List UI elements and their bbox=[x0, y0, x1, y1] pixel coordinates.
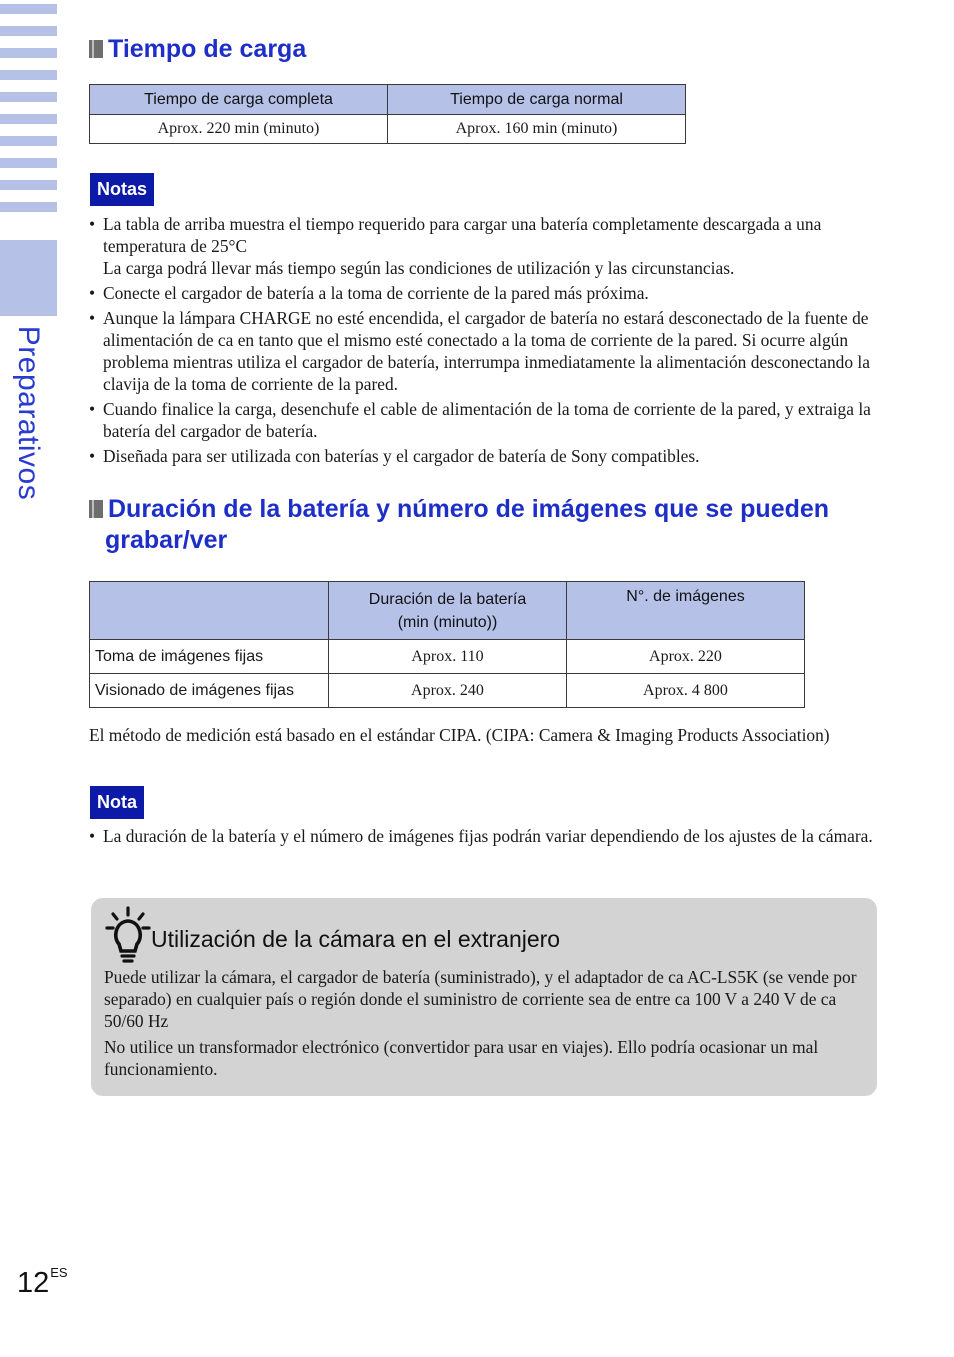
table-cell: Aprox. 4 800 bbox=[567, 674, 805, 708]
tip-paragraph: Puede utilizar la cámara, el cargador de batería (suministrado), y el adaptador de ca AC-LS5K (se vende por separado) en cualquier país o región donde el suministro de corriente sea de entre ca 100 V a 240 V de ca 50/60 Hz bbox=[104, 967, 857, 1031]
list-item: • Diseñada para ser utilizada con baterías y el cargador de batería de Sony compatibles. bbox=[89, 445, 879, 467]
table-row bbox=[90, 640, 805, 674]
section-marker-icon bbox=[89, 40, 103, 58]
section-heading-battery-life bbox=[89, 494, 889, 556]
list-item: • La duración de la batería y el número de imágenes fijas podrán variar dependiendo de los ajustes de la cámara. bbox=[89, 825, 879, 847]
measurement-text: El método de medición está basado en el estándar CIPA. (CIPA: Camera & Imaging Products Association) bbox=[89, 725, 830, 745]
heading-text: grabar/ver bbox=[105, 526, 228, 554]
table-header: Tiempo de carga normal bbox=[388, 85, 686, 115]
header-text: Duración de la batería bbox=[368, 591, 527, 608]
stripe bbox=[0, 158, 57, 168]
stripe bbox=[0, 4, 57, 14]
stripe bbox=[0, 136, 57, 146]
table-cell: Visionado de imágenes fijas bbox=[90, 674, 329, 708]
page-number bbox=[17, 1265, 68, 1300]
tip-title: Utilización de la cámara en el extranjero bbox=[151, 926, 561, 952]
table-header bbox=[329, 582, 567, 640]
note-list bbox=[89, 825, 879, 850]
section-marker-icon bbox=[89, 500, 103, 518]
tip-box bbox=[91, 898, 877, 1096]
header-text: (min (minuto)) bbox=[397, 614, 498, 631]
tip-body bbox=[104, 966, 864, 1084]
tip-paragraph: No utilice un transformador electrónico (convertidor para usar en viajes). Ello podría ocasionar un mal funcionamiento. bbox=[104, 1037, 819, 1079]
list-item: • Aunque la lámpara CHARGE no esté encendida, el cargador de batería no estará desconectado de la fuente de alimentación de ca en tanto que el mismo esté conectado a la toma de corriente de la pared. Si ocurre algún problema mientras utiliza el cargador de batería, interrumpa inmediatamente la alimentación desconectando la clavija de la toma de corriente de la pared. bbox=[89, 307, 879, 395]
stripe bbox=[0, 92, 57, 102]
charge-time-table bbox=[89, 84, 686, 144]
table-cell: Aprox. 110 bbox=[329, 640, 567, 674]
notes-badge: Notas bbox=[90, 173, 154, 206]
table-header-empty bbox=[90, 582, 329, 640]
note-badge: Nota bbox=[90, 786, 144, 819]
list-item: • Conecte el cargador de batería a la toma de corriente de la pared más próxima. bbox=[89, 282, 879, 304]
side-tab-label: Preparativos bbox=[12, 325, 45, 501]
battery-life-table bbox=[89, 581, 805, 708]
stripe bbox=[0, 26, 57, 36]
list-item bbox=[89, 213, 879, 279]
page-language-suffix: ES bbox=[50, 1265, 68, 1280]
table-header: N°. de imágenes bbox=[567, 582, 805, 640]
table-cell: Toma de imágenes fijas bbox=[90, 640, 329, 674]
table-row bbox=[90, 674, 805, 708]
stripe bbox=[0, 180, 57, 190]
note-text: La tabla de arriba muestra el tiempo requerido para cargar una batería completamente descargada a una temperatura de 25°C bbox=[103, 214, 822, 256]
page-number-value: 12 bbox=[17, 1267, 50, 1299]
side-tab[interactable] bbox=[0, 318, 57, 508]
heading-text: Tiempo de carga bbox=[108, 35, 307, 63]
stripe bbox=[0, 48, 57, 58]
note-text: La carga podrá llevar más tiempo según las condiciones de utilización y las circunstancias. bbox=[103, 258, 735, 278]
table-cell: Aprox. 160 min (minuto) bbox=[388, 115, 686, 144]
table-cell: Aprox. 220 bbox=[567, 640, 805, 674]
stripe bbox=[0, 70, 57, 80]
side-tab-stripes bbox=[0, 4, 57, 224]
lightbulb-icon bbox=[105, 906, 151, 964]
side-tab-block bbox=[0, 240, 57, 316]
notes-list bbox=[89, 213, 879, 470]
table-cell: Aprox. 240 bbox=[329, 674, 567, 708]
table-cell: Aprox. 220 min (minuto) bbox=[90, 115, 388, 144]
list-item: • Cuando finalice la carga, desenchufe el cable de alimentación de la toma de corriente de la pared, y extraiga la batería del cargador de batería. bbox=[89, 398, 879, 442]
stripe bbox=[0, 114, 57, 124]
table-header: Tiempo de carga completa bbox=[90, 85, 388, 115]
stripe bbox=[0, 202, 57, 212]
heading-text: Duración de la batería y número de imágenes que se pueden bbox=[108, 495, 830, 523]
section-heading-charge-time bbox=[89, 34, 306, 65]
